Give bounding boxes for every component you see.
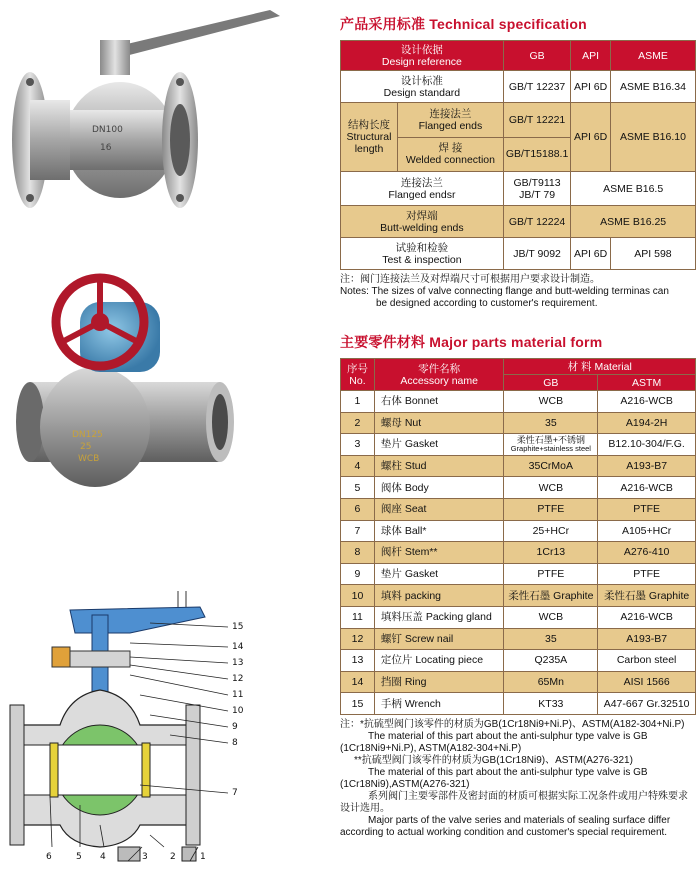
- parts-table-row: [341, 412, 696, 434]
- part-number: 15: [341, 693, 375, 715]
- part-name: 螺钉 Screw nail: [374, 628, 504, 650]
- part-astm-material: PTFE: [598, 498, 696, 520]
- part-gb-material: 柔性石墨 Graphite: [504, 585, 598, 607]
- part-astm-material: A216-WCB: [598, 606, 696, 628]
- part-number: 2: [341, 412, 375, 434]
- flanged-ball-valve-image: [0, 0, 330, 240]
- diagram-label-1: 1: [200, 852, 206, 862]
- parts-table-row: [341, 606, 696, 628]
- part-number: 3: [341, 434, 375, 456]
- part-gb-material: 35: [504, 628, 598, 650]
- part-gb-material: WCB: [504, 477, 598, 499]
- diagram-label-6: 6: [46, 852, 52, 862]
- gear-operated-valve-image: [0, 262, 330, 580]
- part-name: 填料 packing: [374, 585, 504, 607]
- part-astm-material: A193-B7: [598, 628, 696, 650]
- part-name: 定位片 Locating piece: [374, 650, 504, 672]
- parts-header-material: 材 料 Material: [504, 359, 696, 375]
- parts-table-row: [341, 520, 696, 542]
- diagram-label-9: 9: [232, 722, 238, 732]
- diagram-label-13: 13: [232, 658, 244, 668]
- parts-header-name: 零件名称 Accessory name: [374, 359, 504, 391]
- parts-table-row: [341, 693, 696, 715]
- diagram-label-7: 7: [232, 788, 238, 798]
- right-panel: [340, 0, 696, 839]
- flanged-ends-label: 连接法兰 Flanged endsr: [341, 172, 504, 206]
- part-number: 10: [341, 585, 375, 607]
- part-gb-material: 1Cr13: [504, 542, 598, 564]
- diagram-label-14: 14: [232, 642, 244, 652]
- part-name: 阀体 Body: [374, 477, 504, 499]
- diagram-label-4: 4: [100, 852, 106, 862]
- valve1-marking: DN100: [92, 125, 123, 135]
- part-gb-material: WCB: [504, 606, 598, 628]
- part-name: 填料压盖 Packing gland: [374, 606, 504, 628]
- parts-table-row: [341, 650, 696, 672]
- valve1-marking-2: 16: [100, 143, 112, 153]
- parts-table-row: [341, 563, 696, 585]
- part-number: 7: [341, 520, 375, 542]
- part-astm-material: B12.10-304/F.G.: [598, 434, 696, 456]
- part-name: 垫片 Gasket: [374, 434, 504, 456]
- part-name: 螺柱 Stud: [374, 455, 504, 477]
- diagram-label-8: 8: [232, 738, 238, 748]
- part-astm-material: A216-WCB: [598, 477, 696, 499]
- part-name: 阀座 Seat: [374, 498, 504, 520]
- part-gb-material: KT33: [504, 693, 598, 715]
- part-name: 手柄 Wrench: [374, 693, 504, 715]
- part-number: 13: [341, 650, 375, 672]
- part-gb-material: PTFE: [504, 563, 598, 585]
- part-astm-material: A216-WCB: [598, 391, 696, 413]
- diagram-label-12: 12: [232, 674, 244, 684]
- part-number: 14: [341, 671, 375, 693]
- part-gb-material: WCB: [504, 391, 598, 413]
- butt-welding-label: 对焊端 Butt-welding ends: [341, 206, 504, 238]
- valve2-marking-3: WCB: [78, 454, 100, 464]
- part-gb-material: PTFE: [504, 498, 598, 520]
- part-astm-material: A105+HCr: [598, 520, 696, 542]
- parts-table-row: [341, 498, 696, 520]
- part-name: 球体 Ball*: [374, 520, 504, 542]
- part-astm-material: A47-667 Gr.32510: [598, 693, 696, 715]
- test-inspection-label: 试验和检验 Test & inspection: [341, 238, 504, 270]
- parts-table-row: [341, 434, 696, 456]
- part-number: 6: [341, 498, 375, 520]
- design-standard-label: 设计标准 Design standard: [341, 71, 504, 103]
- part-gb-material: 65Mn: [504, 671, 598, 693]
- parts-table-row: [341, 477, 696, 499]
- part-gb-material: 35: [504, 412, 598, 434]
- tech-header-api: API: [571, 41, 611, 71]
- part-number: 8: [341, 542, 375, 564]
- part-gb-material: 25+HCr: [504, 520, 598, 542]
- valve-cross-section-diagram: [0, 585, 330, 877]
- valve2-marking: DN125: [72, 430, 103, 440]
- part-number: 9: [341, 563, 375, 585]
- diagram-label-5: 5: [76, 852, 82, 862]
- part-number: 11: [341, 606, 375, 628]
- parts-table-row: [341, 628, 696, 650]
- part-gb-material: 柔性石墨+不锈钢 Graphite+stainless steel: [504, 434, 598, 456]
- part-astm-material: A194-2H: [598, 412, 696, 434]
- parts-table-row: [341, 391, 696, 413]
- parts-table-row: [341, 585, 696, 607]
- parts-title: 主要零件材料 Major parts material form: [340, 334, 603, 350]
- parts-table: [340, 358, 696, 715]
- part-astm-material: AISI 1566: [598, 671, 696, 693]
- part-name: 阀杆 Stem**: [374, 542, 504, 564]
- part-gb-material: Q235A: [504, 650, 598, 672]
- structural-length-cell: 结构长度 Structural length 连接法兰 Flanged ends 焊 接 Welded connection: [341, 103, 504, 172]
- part-name: 螺母 Nut: [374, 412, 504, 434]
- part-number: 12: [341, 628, 375, 650]
- diagram-label-2: 2: [170, 852, 176, 862]
- tech-notes: 注：阀门连接法兰及对焊端尺寸可根据用户要求设计制造。 Notes: The sizes of valve connecting flange and butt-welding terminas can be designed according to customer's requirement.: [340, 274, 669, 309]
- diagram-label-15: 15: [232, 622, 244, 632]
- part-number: 5: [341, 477, 375, 499]
- part-astm-material: A276-410: [598, 542, 696, 564]
- tech-header-gb: GB: [503, 41, 570, 71]
- parts-table-row: [341, 455, 696, 477]
- tech-header-asme: ASME: [610, 41, 695, 71]
- part-number: 1: [341, 391, 375, 413]
- part-astm-material: Carbon steel: [598, 650, 696, 672]
- tech-spec-title: 产品采用标准 Technical specification: [340, 16, 587, 32]
- tech-header-ref: 设计依据 Design reference: [341, 41, 504, 71]
- left-panel: [0, 0, 330, 877]
- parts-notes: 注：*抗硫型阀门该零件的材质为GB(1Cr18Ni9+Ni.P)、ASTM(A182-304+Ni.P) The material of this part about the anti-sulphur type valve is GB (1Cr18Ni9+Ni.P), ASTM(A182-304+Ni.P) **抗硫型阀门该零件的材质为GB(1Cr18Ni9)、ASTM(A276-321) The material of this part about the anti-sulphur type valve is GB (1Cr18Ni9),ASTM(A276-321) 系列阀门主要零部件及密封面的材质可根据实际工况条件或用户特殊要求 设计选用。 Major parts of the valve series and materials of sealing surface differ according to actual working condition and customer's special requirement.: [340, 718, 688, 838]
- parts-header-astm: ASTM: [598, 375, 696, 391]
- parts-table-row: [341, 542, 696, 564]
- part-name: 垫片 Gasket: [374, 563, 504, 585]
- part-gb-material: 35CrMoA: [504, 455, 598, 477]
- part-astm-material: 柔性石墨 Graphite: [598, 585, 696, 607]
- tech-spec-table: 设计依据 Design reference GB API ASME 设计标准 Design standard GB/T 12237 API 6D ASME B16.34 结构长度 Structural length 连接法兰 Flanged ends 焊 接 Welded connection GB/T 12221 API 6D ASME B16.10 GB/T15188.1 连接法兰 Flanged endsr GB/T9113 JB/T 79 ASME B16.5 对焊端 Butt-welding ends GB/T 12224 ASME B16.25 试验和检验 Test & inspection JB/T 9092 API 6D API 598: [340, 40, 696, 270]
- part-number: 4: [341, 455, 375, 477]
- diagram-label-11: 11: [232, 690, 244, 700]
- valve2-marking-2: 25: [80, 442, 92, 452]
- part-astm-material: PTFE: [598, 563, 696, 585]
- parts-header-gb: GB: [504, 375, 598, 391]
- part-name: 右体 Bonnet: [374, 391, 504, 413]
- diagram-label-3: 3: [142, 852, 148, 862]
- diagram-label-10: 10: [232, 706, 244, 716]
- part-name: 挡圈 Ring: [374, 671, 504, 693]
- parts-header-no: 序号 No.: [341, 359, 375, 391]
- parts-table-row: [341, 671, 696, 693]
- part-astm-material: A193-B7: [598, 455, 696, 477]
